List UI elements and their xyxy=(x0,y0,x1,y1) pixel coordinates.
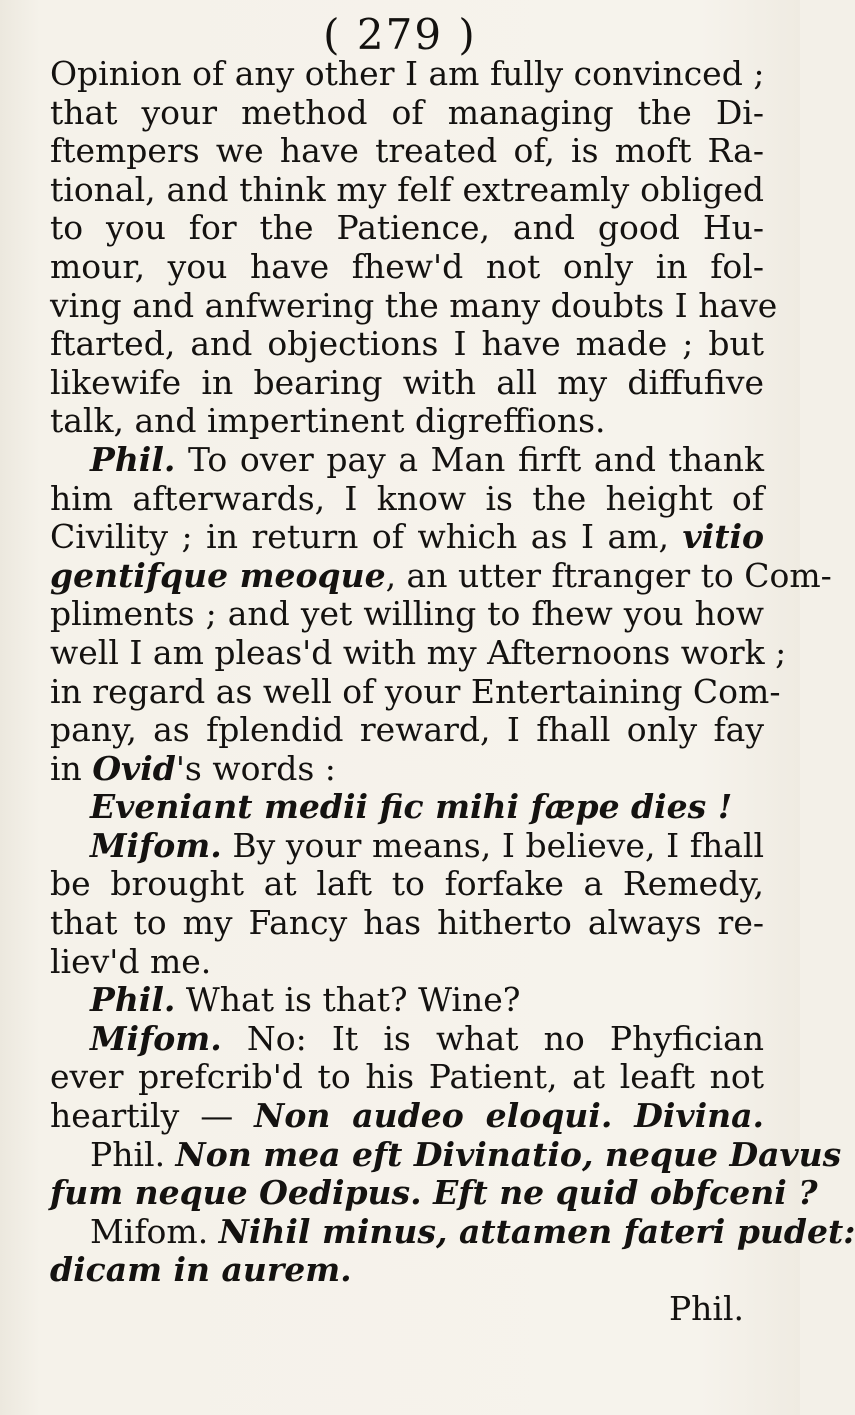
text-run: pliments ; and yet willing to fhew you how xyxy=(50,594,764,634)
text-run: talk, and impertinent digreffions. xyxy=(50,401,606,441)
text-line xyxy=(50,827,764,866)
italic-text: Nihil minus, attamen fateri pudet: xyxy=(218,1211,855,1251)
text-line xyxy=(50,981,764,1020)
text-run: No: It is what no Phyfician xyxy=(221,1018,764,1058)
text-line xyxy=(50,865,764,904)
text-line xyxy=(50,171,764,210)
italic-text: Ovid xyxy=(92,748,176,788)
text-line xyxy=(50,364,764,403)
italic-text: Eveniant medii fic mihi fæpe dies ! xyxy=(90,787,733,827)
text-line xyxy=(50,632,787,673)
text-run: Phil. xyxy=(668,1289,744,1328)
body-text xyxy=(50,54,855,1329)
text-run: that to my Fancy has hitherto always re- xyxy=(50,903,764,943)
text-line xyxy=(50,518,764,557)
text-line xyxy=(50,1290,764,1329)
text-run: liev'd me. xyxy=(50,941,212,981)
text-run: to you for the Patience, and good Hu- xyxy=(50,208,764,248)
text-line xyxy=(50,1211,855,1252)
text-run: Opinion of any other I am fully convinced ; xyxy=(50,54,765,93)
text-run: Civility ; in return of which as I am, xyxy=(50,517,683,557)
text-line xyxy=(50,1097,764,1136)
text-run: heartily — xyxy=(50,1096,255,1136)
text-line xyxy=(50,671,781,712)
text-line xyxy=(50,555,832,596)
text-line xyxy=(50,750,764,789)
text-run: Mifom. xyxy=(90,1211,219,1251)
text-line xyxy=(50,402,764,441)
text-run: him afterwards, I know is the height of xyxy=(50,478,764,518)
text-run: ever prefcrib'd to his Patient, at leaft not xyxy=(50,1057,764,1097)
text-run: What is that? Wine? xyxy=(175,980,521,1020)
text-run: be brought at laft to forfake a Remedy, xyxy=(50,864,764,904)
text-line xyxy=(50,248,764,287)
text-run: Phil. xyxy=(90,1134,176,1174)
italic-text: Phil. xyxy=(90,980,176,1020)
italic-text: fum neque Oedipus. Eft ne quid obfceni ? xyxy=(50,1173,818,1213)
text-line xyxy=(50,325,764,364)
text-line xyxy=(50,595,764,634)
italic-text: Non audeo eloqui. Divina. xyxy=(254,1096,764,1136)
text-run: tional, and think my felf extreamly obliged xyxy=(50,169,764,209)
italic-text: gentifque meoque xyxy=(50,555,386,595)
italic-text: Non mea eft Divinatio, neque Davus xyxy=(175,1134,842,1174)
text-line xyxy=(50,943,764,982)
text-run: well I am pleas'd with my Afternoons work ; xyxy=(50,632,787,672)
text-line xyxy=(50,788,764,827)
text-line xyxy=(50,480,764,519)
text-run: , an utter ftranger to Com- xyxy=(385,555,832,595)
text-run: To over pay a Man firft and thank xyxy=(175,439,764,479)
text-line xyxy=(50,711,764,750)
text-line xyxy=(50,1173,818,1213)
text-run: 's words : xyxy=(175,748,336,788)
text-line xyxy=(50,1058,764,1097)
text-run: in xyxy=(50,748,93,788)
text-run: likewife in bearing with all my diffufive xyxy=(50,362,764,402)
italic-text: vitio xyxy=(682,517,764,557)
text-run: that your method of managing the Di- xyxy=(50,92,764,132)
text-run: ftarted, and objections I have made ; but xyxy=(50,324,764,364)
italic-text: Mifom. xyxy=(90,1018,222,1058)
text-line xyxy=(50,132,764,171)
text-line xyxy=(50,441,764,480)
text-line xyxy=(50,285,778,326)
text-run: ving and anfwering the many doubts I have xyxy=(50,285,778,325)
text-run: pany, as fplendid reward, I fhall only fay xyxy=(50,710,764,750)
text-line xyxy=(50,1251,764,1290)
text-run: in regard as well of your Entertaining Com- xyxy=(50,671,781,711)
page-number: ( 279 ) xyxy=(323,10,477,59)
text-line xyxy=(50,1020,764,1059)
text-run: By your means, I believe, I fhall xyxy=(221,825,764,865)
text-run: mour, you have fhew'd not only in fol- xyxy=(50,246,764,286)
italic-text: Mifom. xyxy=(90,825,222,865)
italic-text: Phil. xyxy=(90,439,176,479)
text-line xyxy=(50,55,764,94)
text-run: ftempers we have treated of, is moft Ra- xyxy=(50,131,764,171)
text-line xyxy=(50,904,764,943)
text-line xyxy=(50,209,764,248)
italic-text: dicam in aurem. xyxy=(50,1250,352,1290)
text-line xyxy=(50,1134,842,1175)
text-line xyxy=(50,94,764,133)
